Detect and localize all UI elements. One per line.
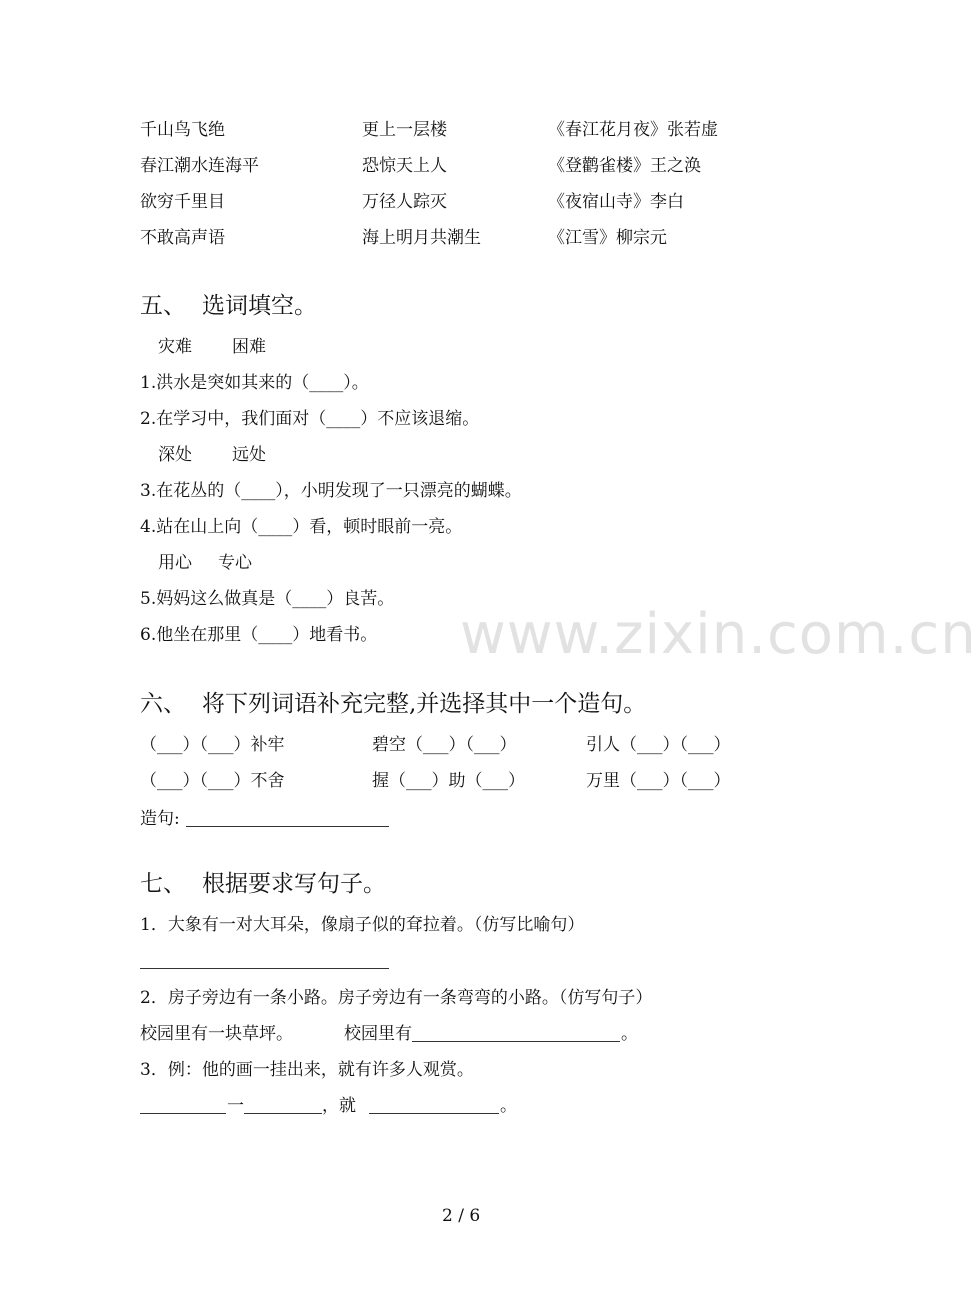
fill-in-item[interactable]: 5.妈妈这么做真是（____）良苦。	[140, 589, 395, 609]
sentence-label: 造句:	[140, 809, 180, 829]
answer-line[interactable]	[369, 1113, 499, 1114]
matching-cell: 不敢高声语	[140, 228, 225, 248]
idiom-blank[interactable]: （___）（___）不舍	[140, 771, 285, 791]
idiom-blank[interactable]: 握（___）助（___）	[372, 771, 525, 791]
question-text: 3．例：他的画一挂出来，就有许多人观赏。	[140, 1060, 474, 1080]
matching-cell: 《夜宿山寺》李白	[548, 192, 684, 212]
matching-cell: 《春江花月夜》张若虚	[548, 120, 718, 140]
fill-in-item[interactable]: 3.在花丛的（____），小明发现了一只漂亮的蝴蝶。	[140, 481, 522, 501]
sentence-connector: 一	[227, 1096, 244, 1116]
sentence-end: 。	[621, 1024, 638, 1044]
answer-line[interactable]	[412, 1041, 620, 1042]
word-choice: 深处	[158, 445, 192, 465]
section-title: 将下列词语补充完整,并选择其中一个造句。	[202, 691, 647, 717]
section-number: 五、	[140, 293, 186, 319]
page-number: 2 / 6	[442, 1206, 481, 1226]
matching-cell: 《登鹳雀楼》王之涣	[548, 156, 701, 176]
word-choice: 远处	[232, 445, 266, 465]
question-text: 1．大象有一对大耳朵，像扇子似的耷拉着。（仿写比喻句）	[140, 915, 585, 935]
matching-cell: 千山鸟飞绝	[140, 120, 225, 140]
example-sentence: 校园里有一块草坪。	[140, 1024, 293, 1044]
fill-in-item[interactable]: 1.洪水是突如其来的（____）。	[140, 373, 369, 393]
idiom-blank[interactable]: 万里（___）（___）	[586, 771, 731, 791]
question-text: 2．房子旁边有一条小路。房子旁边有一条弯弯的小路。（仿写句子）	[140, 988, 653, 1008]
idiom-blank[interactable]: （___）（___）补牢	[140, 735, 285, 755]
matching-cell: 海上明月共潮生	[362, 228, 481, 248]
matching-cell: 更上一层楼	[362, 120, 447, 140]
answer-line[interactable]	[140, 1113, 226, 1114]
matching-cell: 恐惊天上人	[362, 156, 447, 176]
idiom-blank[interactable]: 引人（___）（___）	[586, 735, 731, 755]
word-choice: 灾难	[158, 337, 192, 357]
word-choice: 专心	[218, 553, 252, 573]
fill-in-item[interactable]: 6.他坐在那里（____）地看书。	[140, 625, 378, 645]
word-choice: 困难	[232, 337, 266, 357]
matching-cell: 万径人踪灭	[362, 192, 447, 212]
answer-line[interactable]	[186, 826, 389, 827]
section-number: 六、	[140, 691, 186, 717]
fill-in-item[interactable]: 4.站在山上向（____）看，顿时眼前一亮。	[140, 517, 463, 537]
matching-cell: 《江雪》柳宗元	[548, 228, 667, 248]
section-title: 根据要求写句子。	[202, 871, 386, 897]
fill-in-item[interactable]: 2.在学习中，我们面对（____）不应该退缩。	[140, 409, 480, 429]
section-title: 选词填空。	[202, 293, 317, 319]
matching-cell: 欲穷千里目	[140, 192, 225, 212]
answer-line[interactable]	[244, 1113, 322, 1114]
idiom-blank[interactable]: 碧空（___）（___）	[372, 735, 517, 755]
section-number: 七、	[140, 871, 186, 897]
sentence-end: 。	[500, 1096, 517, 1116]
watermark: www.zixin.com.cn	[460, 602, 977, 667]
matching-cell: 春江潮水连海平	[140, 156, 259, 176]
word-choice: 用心	[158, 553, 192, 573]
sentence-connector: ，就	[322, 1096, 356, 1116]
answer-line[interactable]	[140, 968, 389, 969]
sentence-prefix: 校园里有	[344, 1024, 412, 1044]
